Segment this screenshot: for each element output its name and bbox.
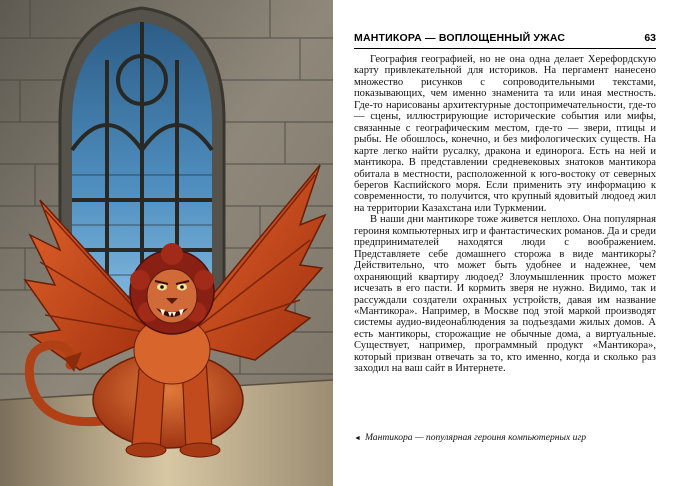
running-title: МАНТИКОРА — ВОПЛОЩЕННЫЙ УЖАС: [354, 32, 566, 44]
manticore-illustration: [0, 0, 333, 486]
page-number: 63: [644, 32, 656, 44]
text-page: [336, 0, 674, 486]
figure-caption: [354, 432, 656, 443]
paragraph: География географией, но не она одна делает Херефордскую карту привлекательной для историков. На пергамент нанесено множество рисунков с сопроводительными текстами, показывающих, чем именно знаменита та или иная местность. Где-то нарисованы архитектурные достопримечательности, где-то — сцены, иллюстрирующие исторические события или мифы, связанные с географическим местом, где-то — звери, птицы и рыбы. Не обошлось, конечно, и без мифологических существ. На карте легко найти русалку, дракона и единорога. Есть на ней и мантикора. В представлении средневековых знатоков мантикора обитала в местности, расположенной к юго-востоку от северных берегов Каспийского моря. Если применить эту информацию к современности, то получится, что крупный ядовитый людоед жил на территории Казахстана или Туркмении.: [354, 54, 656, 214]
page-header: [354, 30, 656, 49]
caption-text: Мантикора — популярная героиня компьютерных игр: [364, 432, 587, 443]
paragraph: В наши дни мантикоре тоже живется неплохо. Она популярная героиня компьютерных игр и фантастических романов. Да и среди предпринимателей находятся люди с воображением. Представляете себе домашнего сторожа в виде мантикоры? Действительно, что может быть удобнее и надежнее, чем охраняющий квартиру людоед? Злоумышленник просто может исчезать в его пасти. И кормить зверя не нужно. Видимо, так и рассуждали создатели охранных устройств, давая им название «Мантикора». Например, в Москве под этой маркой производят системы аудио-видеонаблюдения за подъездами жилых домов. А есть мантикоры, сторожащие не обычные дома, а виртуальные. Существует, например, программный продукт «Мантикора», который призван отвечать за то, кто именно, когда и сколько раз заходил на ваш сайт в Интернете.: [354, 214, 656, 375]
caption-arrow-icon: ◄: [354, 434, 361, 442]
body-text: [354, 54, 656, 375]
